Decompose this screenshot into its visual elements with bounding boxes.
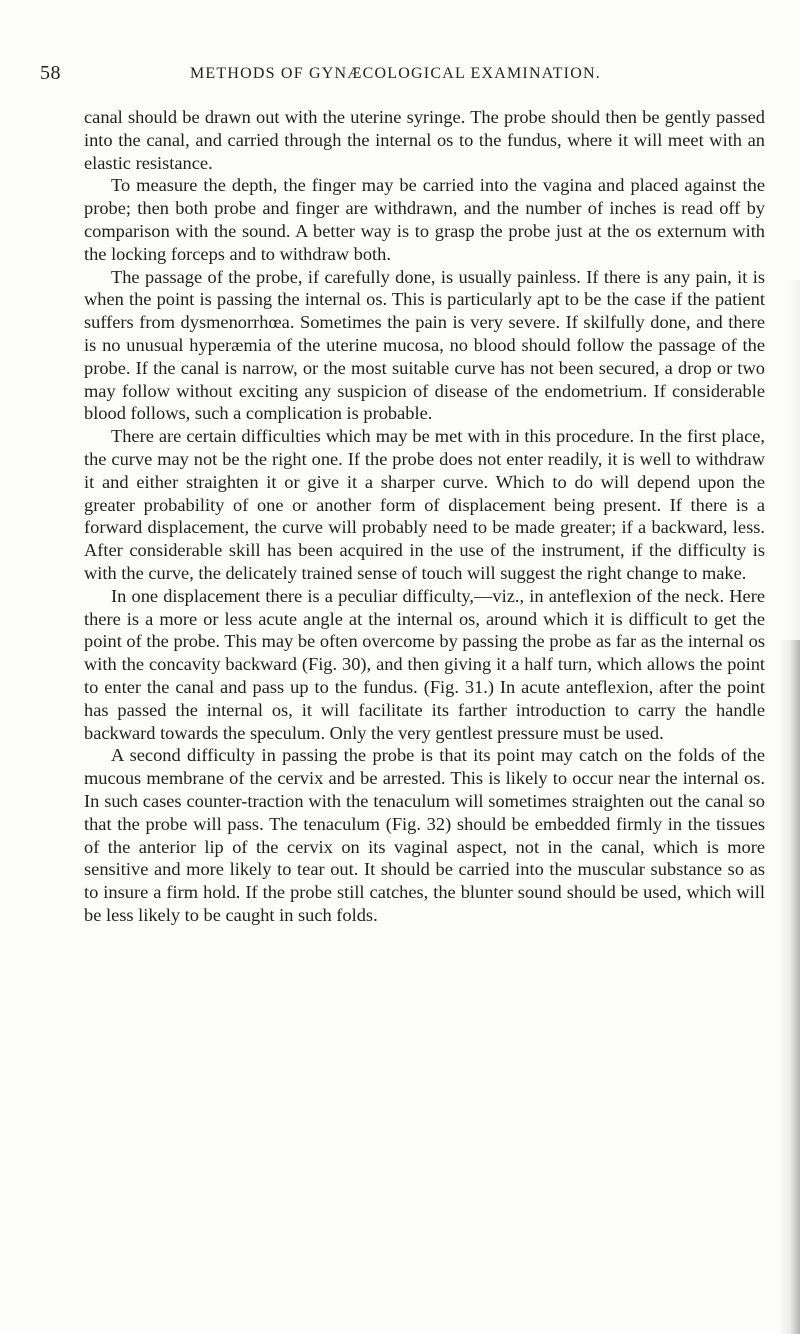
paragraph: A second difficulty in passing the probe is that its point may catch on the folds of the mucous membrane of the cervix and be arrested. This is likely to occur near the internal os. In such cases counter-traction with the tenaculum will sometimes straighten out the canal so that the probe will pass. The tenaculum (Fig. 32) should be embedded firmly in the tissues of the anterior lip of the cervix on its vaginal aspect, not in the canal, which is more sensitive and more likely to tear out. It should be carried into the muscular substance so as to insure a firm hold. If the probe still catches, the blunter sound should be used, which will be less likely to be caught in such folds. xyxy=(84,745,765,925)
paragraph-continued: canal should be drawn out with the uterine syringe. The probe should then be gently passed into the canal, and carried through the internal os to the fundus, where it will meet with an elastic resistance. xyxy=(84,107,765,173)
page-edge-shadow-upper xyxy=(786,280,800,640)
paragraph: In one displacement there is a peculiar difficulty,—viz., in anteflexion of the neck. Here there is a more or less acute angle at the internal os, around which it is difficult to get the point of the probe. This may be often overcome by passing the probe as far as the internal os with the concavity backward (Fig. 30), and then giving it a half turn, which allows the point to enter the canal and pass up to the fundus. (Fig. 31.) In acute anteflexion, after the point has passed the internal os, it will facilitate its farther introduction to carry the handle backward towards the speculum. Only the very gentlest pressure must be used. xyxy=(84,585,765,743)
running-head: METHODS OF GYNÆCOLOGICAL EXAMINATION. xyxy=(190,65,601,82)
paragraph: The passage of the probe, if carefully done, is usually painless. If there is any pain, it is when the point is passing the internal os. This is particularly apt to be the case if the patient suffers from dysmenorrhœa. Sometimes the pain is very severe. If skilfully done, and there is no unusual hyperæmia of the uterine mucosa, no blood should follow the passage of the probe. If the canal is narrow, or the most suitable curve has not been secured, a drop or two may follow without exciting any suspicion of disease of the endometrium. If considerable blood follows, such a complication is probable. xyxy=(84,266,765,424)
paragraph: To measure the depth, the finger may be carried into the vagina and placed against the probe; then both probe and finger are withdrawn, and the number of inches is read off by comparison with the sound. A better way is to grasp the probe just at the os externum with the locking forceps and to withdraw both. xyxy=(84,175,765,264)
body-text xyxy=(84,106,765,927)
page-number: 58 xyxy=(40,62,61,84)
page-edge-shadow-lower xyxy=(778,640,800,1334)
page-header xyxy=(0,62,800,86)
paragraph: There are certain difficulties which may be met with in this procedure. In the first place, the curve may not be the right one. If the probe does not enter readily, it is well to withdraw it and either straighten it or give it a sharper curve. Which to do will depend upon the greater probability of one or another form of displacement being present. If there is a forward displacement, the curve will probably need to be made greater; if a backward, less. After considerable skill has been acquired in the use of the instrument, if the difficulty is with the curve, the delicately trained sense of touch will suggest the right change to make. xyxy=(84,426,765,583)
